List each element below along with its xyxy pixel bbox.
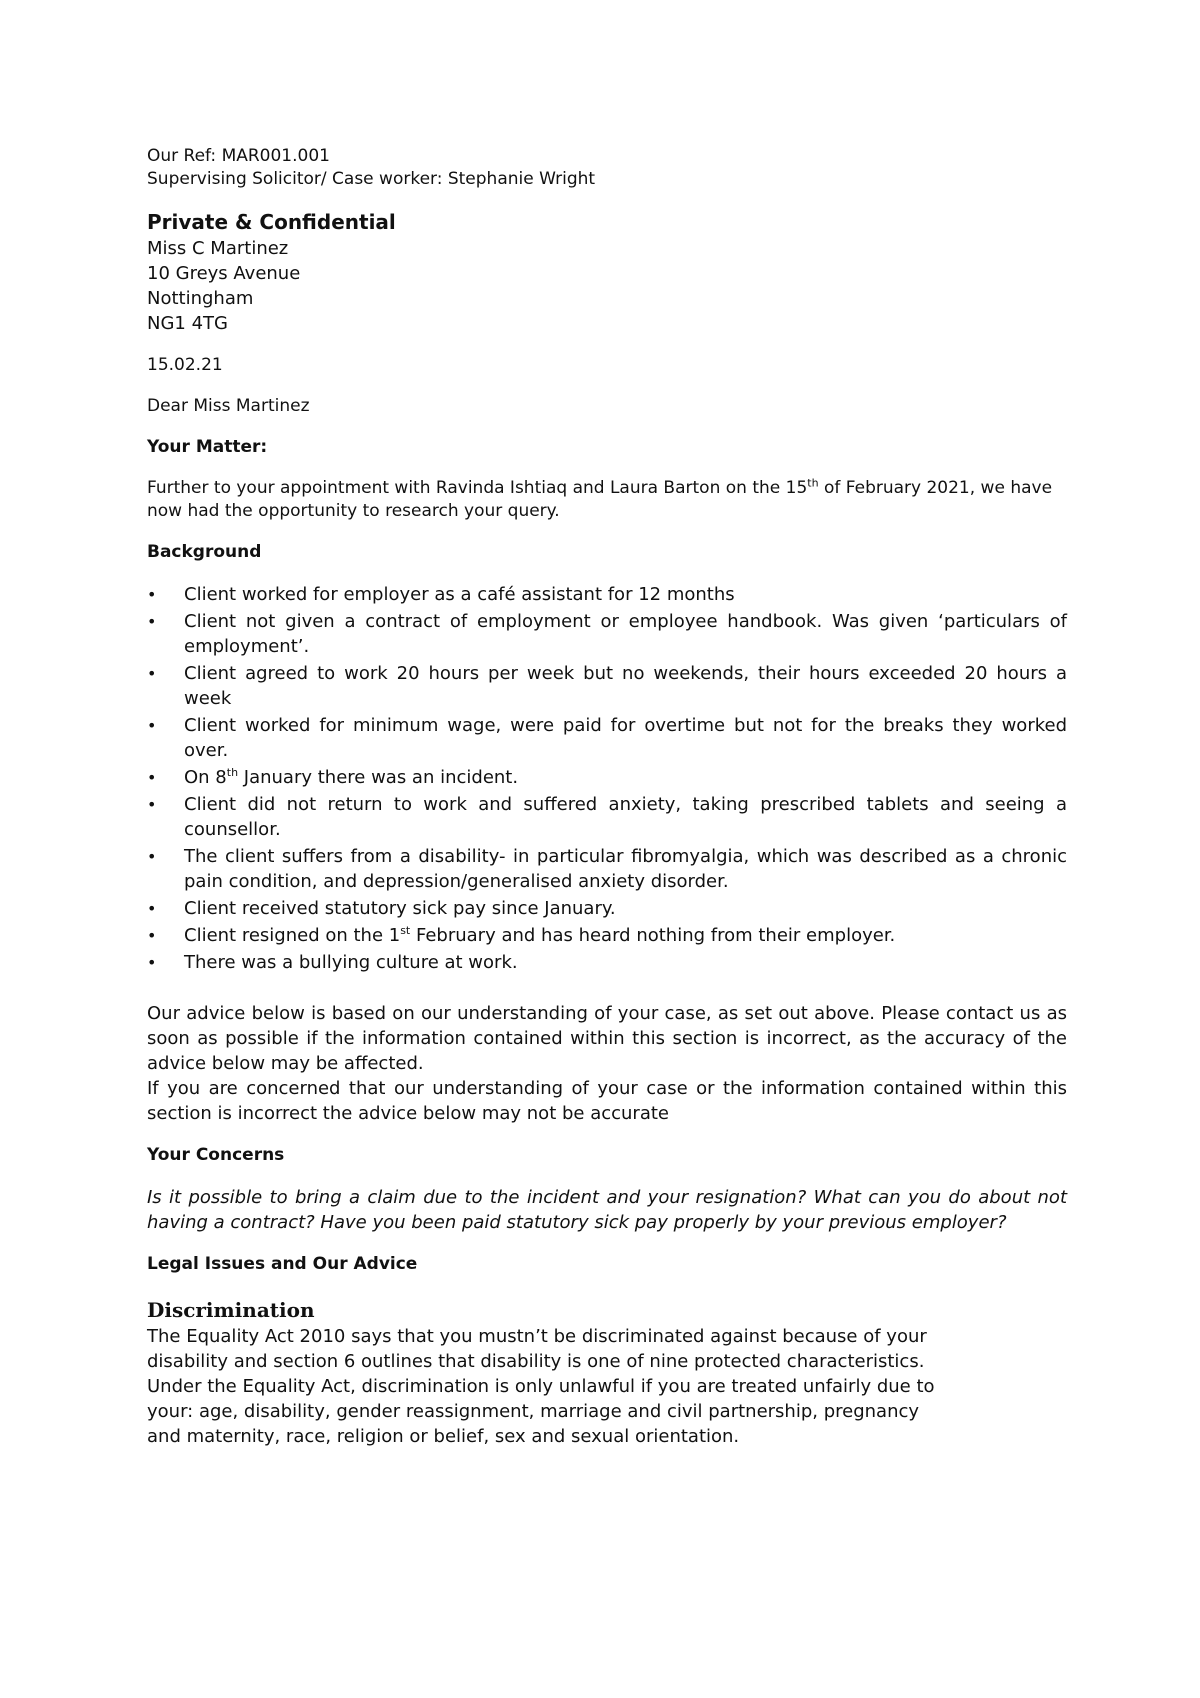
discrimination-line: your: age, disability, gender reassignment, marriage and civil partnership, pregnancy — [147, 1401, 920, 1422]
bullet-icon: • — [147, 664, 157, 683]
matter-paragraph: Further to your appointment with Ravinda Ishtiaq and Laura Barton on the 15th of February 2021, we have now had the opportunity to research your query. — [147, 476, 1053, 521]
discrimination-line: disability and section 6 outlines that disability is one of nine protected characteristics. — [147, 1351, 925, 1372]
bullet-icon: • — [147, 795, 157, 814]
list-item: • Client received statutory sick pay since January. — [147, 898, 616, 919]
discrimination-heading: Discrimination — [147, 1298, 315, 1322]
address-line: Miss C Martinez — [147, 238, 289, 259]
discrimination-paragraph — [147, 1324, 1067, 1449]
list-item: • Client did not return to work and suffered anxiety, taking prescribed tablets and seeing a counsellor. — [147, 794, 1067, 840]
bullet-icon: • — [147, 899, 157, 918]
discrimination-line: Under the Equality Act, discrimination is only unlawful if you are treated unfairly due to — [147, 1376, 935, 1397]
bullet-icon: • — [147, 716, 157, 735]
letter-page — [147, 145, 1067, 1449]
bullet-icon: • — [147, 926, 157, 945]
background-label: Background — [147, 542, 262, 562]
address-block — [147, 209, 1067, 336]
list-item: • The client suffers from a disability- in particular fibromyalgia, which was described as a chronic pain condition, and depression/generalised anxiety disorder. — [147, 846, 1067, 892]
your-matter-label: Your Matter: — [147, 437, 268, 457]
bullet-icon: • — [147, 612, 157, 631]
address-line: 10 Greys Avenue — [147, 263, 301, 284]
supervising-solicitor: Supervising Solicitor/ Case worker: Stephanie Wright — [147, 169, 596, 189]
bullet-icon: • — [147, 585, 157, 604]
advice-accuracy-paragraph: If you are concerned that our understanding of your case or the information contained within this section is incorrect the advice below may not be accurate — [147, 1078, 1067, 1124]
legal-issues-label: Legal Issues and Our Advice — [147, 1254, 418, 1274]
private-confidential-heading: Private & Confidential — [147, 210, 396, 234]
bullet-icon: • — [147, 847, 157, 866]
letter-date: 15.02.21 — [147, 355, 223, 375]
salutation: Dear Miss Martinez — [147, 396, 310, 416]
address-line: NG1 4TG — [147, 313, 228, 334]
discrimination-line: and maternity, race, religion or belief, sex and sexual orientation. — [147, 1426, 740, 1447]
our-ref: Our Ref: MAR001.001 — [147, 146, 330, 166]
list-item: • Client worked for employer as a café assistant for 12 months — [147, 584, 735, 605]
list-item: • On 8th January there was an incident. — [147, 766, 519, 788]
background-list — [147, 582, 1067, 975]
reference-block — [147, 145, 1067, 191]
your-concerns-label: Your Concerns — [147, 1145, 285, 1165]
concerns-paragraph: Is it possible to bring a claim due to the incident and your resignation? What can you do about not having a contract? Have you been paid statutory sick pay properly by your previous employer? — [147, 1187, 1067, 1233]
advice-basis-paragraph: Our advice below is based on our understanding of your case, as set out above. Please contact us as soon as possible if the information contained within this section is incorrect, as the accuracy of the advice below may be affected. — [147, 1003, 1067, 1074]
discrimination-line: The Equality Act 2010 says that you mustn’t be discriminated against because of your — [147, 1326, 927, 1347]
list-item: • Client not given a contract of employment or employee handbook. Was given ‘particulars of employment’. — [147, 611, 1067, 657]
list-item: • Client resigned on the 1st February and has heard nothing from their employer. — [147, 924, 896, 946]
address-line: Nottingham — [147, 288, 254, 309]
list-item: • Client worked for minimum wage, were paid for overtime but not for the breaks they worked over. — [147, 715, 1067, 761]
bullet-icon: • — [147, 953, 157, 972]
list-item: • Client agreed to work 20 hours per week but no weekends, their hours exceeded 20 hours a week — [147, 663, 1067, 709]
list-item: • There was a bullying culture at work. — [147, 952, 518, 973]
bullet-icon: • — [147, 768, 157, 787]
